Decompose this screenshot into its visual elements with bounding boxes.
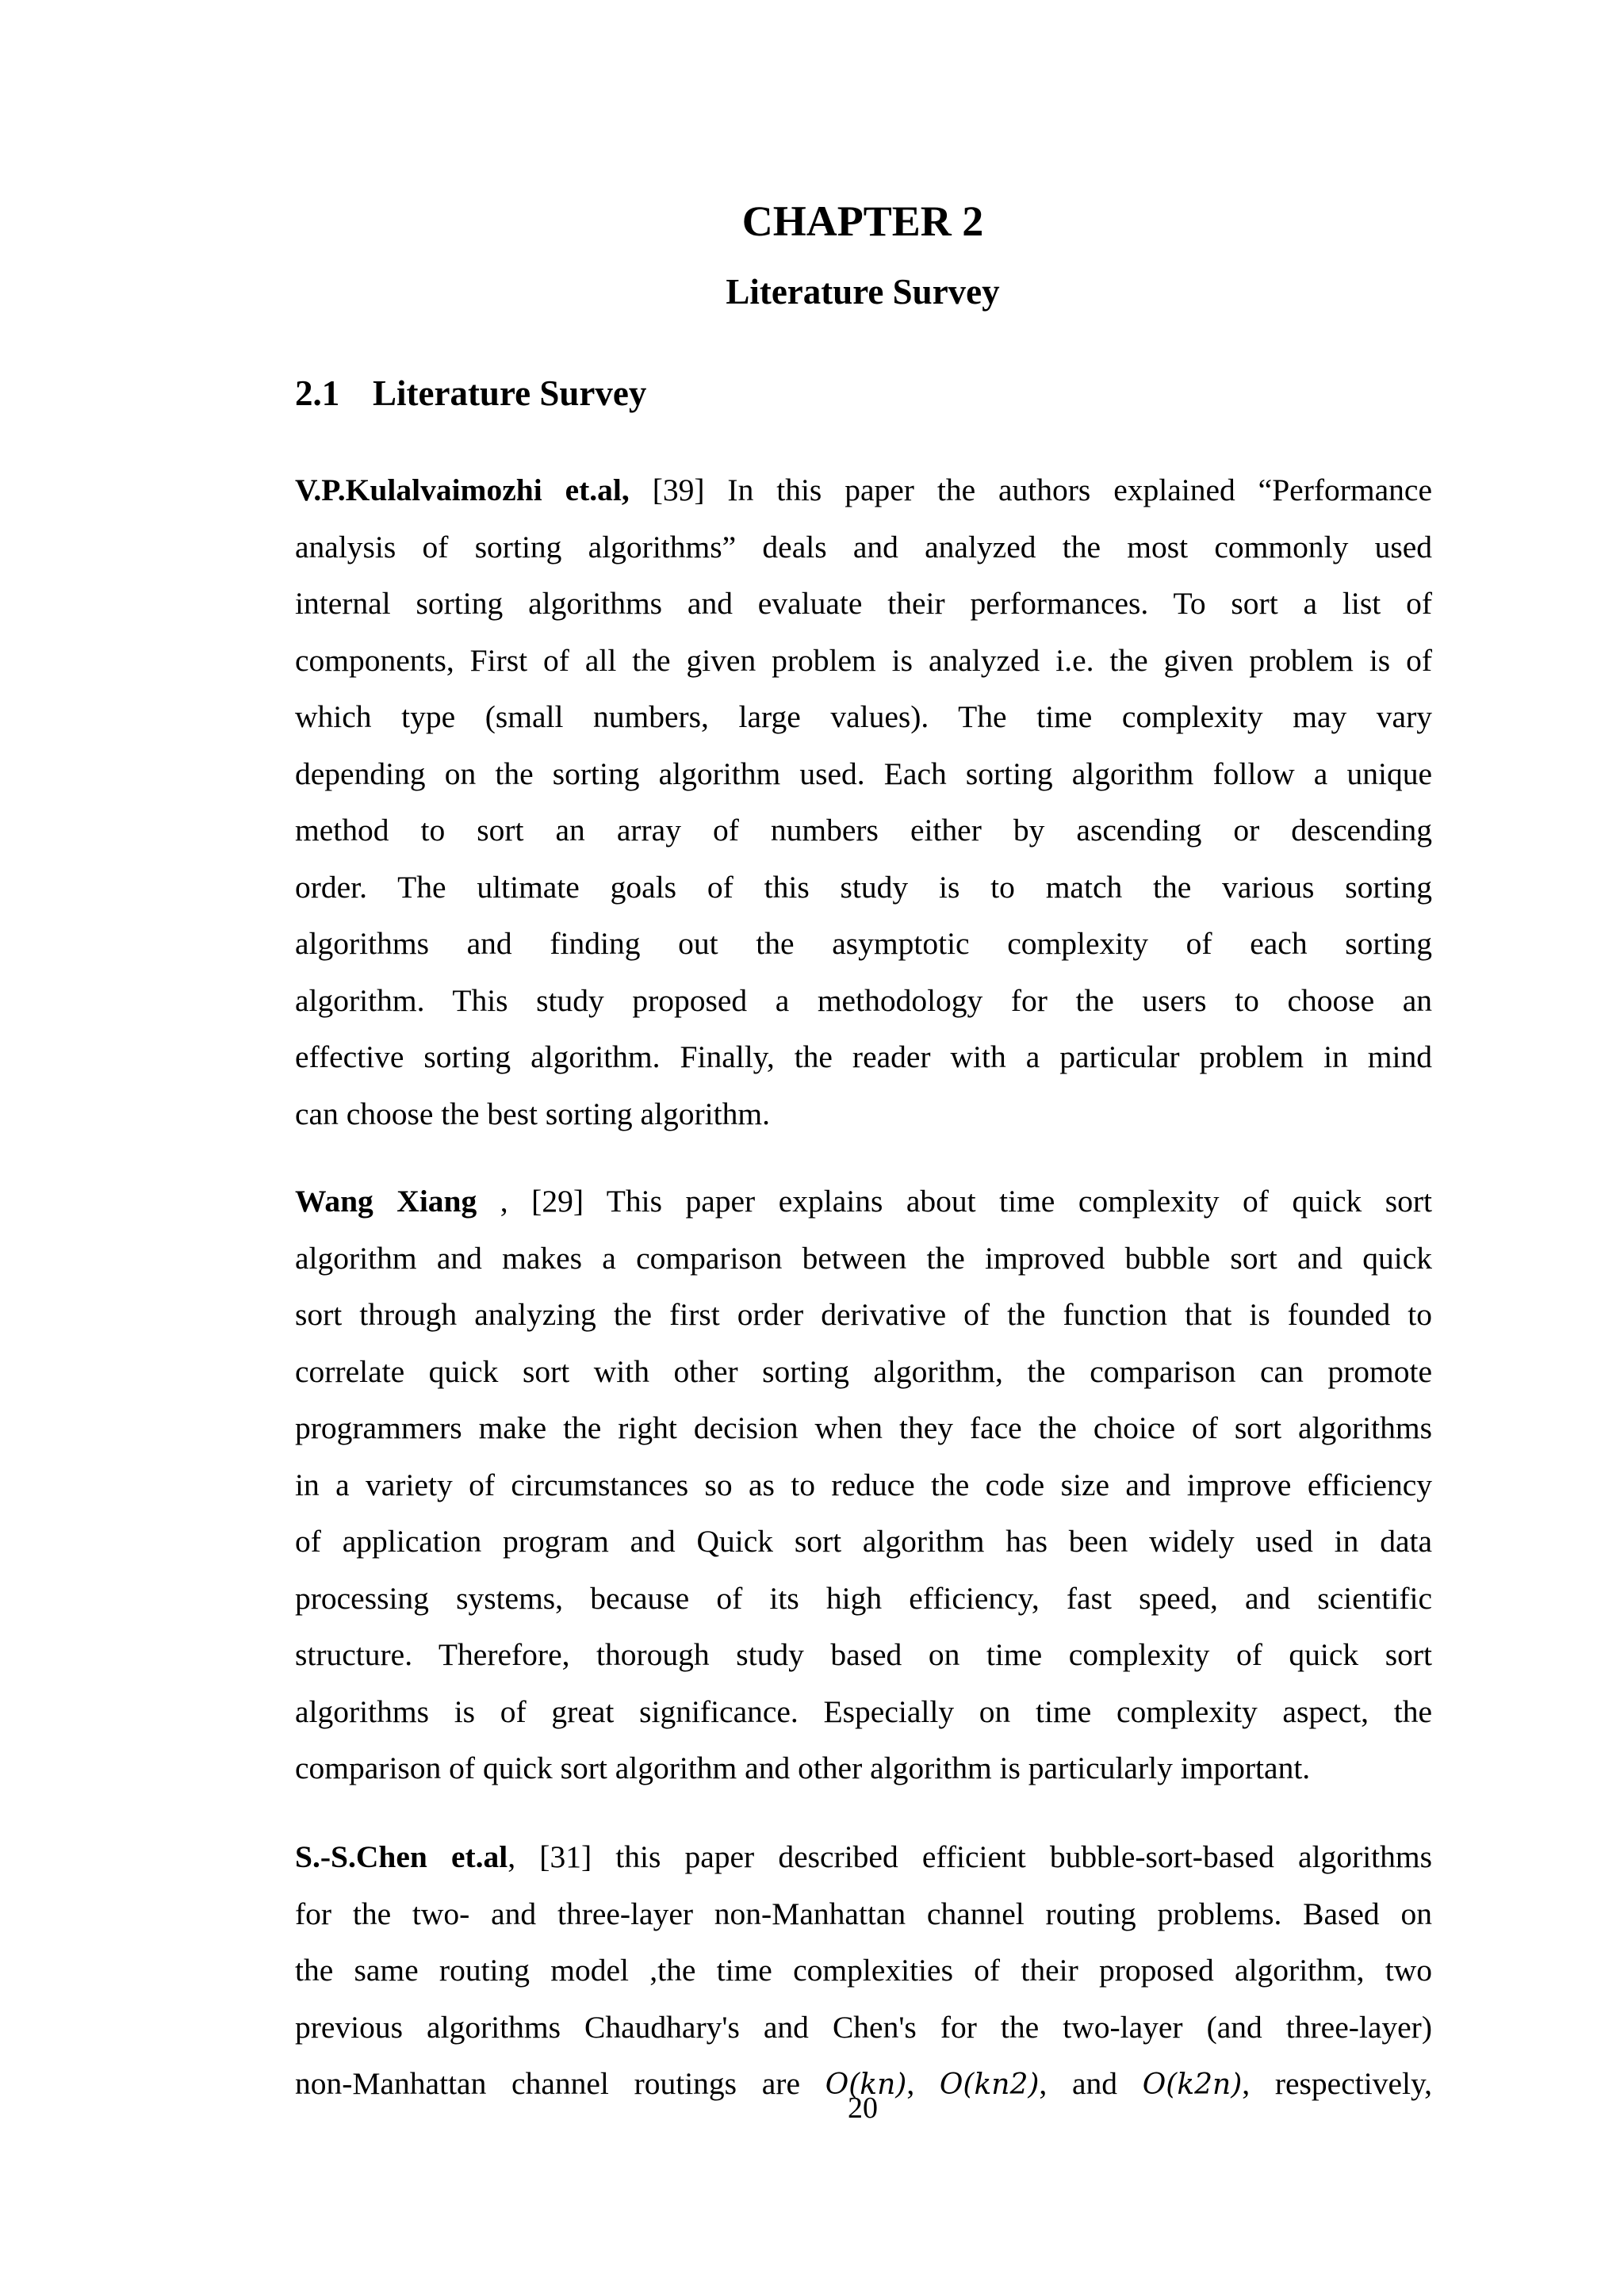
paragraph-line: order. The ultimate goals of this study is to match the various sorting xyxy=(295,869,1432,905)
author-name: S.-S.Chen et.al xyxy=(295,1839,508,1874)
paragraph-line: for the two- and three-layer non-Manhattan channel routing problems. Based on xyxy=(295,1896,1432,1931)
page-number: 20 xyxy=(848,2091,878,2125)
paragraph-line: analysis of sorting algorithms” deals and analyzed the most commonly used xyxy=(295,529,1432,564)
section-number: 2.1 xyxy=(295,373,340,413)
paragraph-line: can choose the best sorting algorithm. xyxy=(295,1096,770,1131)
paragraph-line: sort through analyzing the first order derivative of the function that is founded to xyxy=(295,1297,1432,1332)
paragraph-line: programmers make the right decision when they face the choice of sort algorithms xyxy=(295,1410,1432,1445)
section-title: Literature Survey xyxy=(373,373,647,413)
paragraph-line: structure. Therefore, thorough study based on time complexity of quick sort xyxy=(295,1637,1432,1672)
math-expression: O(kn) xyxy=(825,2068,907,2101)
paragraph-line: comparison of quick sort algorithm and other algorithm is particularly important. xyxy=(295,1751,1311,1785)
paragraph-line: effective sorting algorithm. Finally, the reader with a particular problem in mind xyxy=(295,1039,1432,1074)
paragraph-line: internal sorting algorithms and evaluate their performances. To sort a list of xyxy=(295,586,1432,621)
paragraph-chen xyxy=(295,1829,1432,2114)
chapter-heading: CHAPTER 2 xyxy=(741,197,984,245)
paragraph-line: correlate quick sort with other sorting algorithm, the comparison can promote xyxy=(295,1353,1432,1389)
author-name: Wang Xiang xyxy=(295,1184,477,1219)
paragraph-line: non-Manhattan channel routings are O(kn), O(kn2), and O(k2n), respectively, xyxy=(295,2066,1433,2101)
paragraph-line: components, First of all the given problem is analyzed i.e. the given problem is of xyxy=(295,642,1432,678)
paragraph-line: Wang Xiang , [29] This paper explains about time complexity of quick sort xyxy=(295,1184,1432,1219)
paragraph-line: previous algorithms Chaudhary's and Chen's for the two-layer (and three-layer) xyxy=(295,2009,1432,2045)
paragraph-line: method to sort an array of numbers either by ascending or descending xyxy=(295,813,1432,848)
author-name: V.P.Kulalvaimozhi et.al, xyxy=(295,473,630,507)
paragraph-line: which type (small numbers, large values). The time complexity may vary xyxy=(295,699,1432,734)
math-expression: O(k2n) xyxy=(1142,2068,1243,2101)
math-expression: O(kn2) xyxy=(939,2068,1040,2101)
paragraph-kulalvaimozhi xyxy=(295,462,1432,1142)
paragraph-line: S.-S.Chen et.al, [31] this paper described efficient bubble-sort-based algorithms xyxy=(295,1839,1432,1874)
paragraph-line: algorithm and makes a comparison between the improved bubble sort and quick xyxy=(295,1240,1432,1276)
section-heading xyxy=(295,369,646,417)
paragraph-line: algorithms and finding out the asymptotic complexity of each sorting xyxy=(295,926,1432,961)
paragraph-line: depending on the sorting algorithm used. Each sorting algorithm follow a unique xyxy=(295,756,1432,791)
paragraph-line: algorithms is of great significance. Especially on time complexity aspect, the xyxy=(295,1693,1432,1729)
chapter-subtitle: Literature Survey xyxy=(726,272,1000,312)
paragraph-line: of application program and Quick sort algorithm has been widely used in data xyxy=(295,1524,1432,1559)
paragraph-line: processing systems, because of its high efficiency, fast speed, and scientific xyxy=(295,1580,1432,1616)
paragraph-line: algorithm. This study proposed a methodology for the users to choose an xyxy=(295,982,1432,1018)
paragraph-wang-xiang xyxy=(295,1173,1432,1797)
paragraph-line: in a variety of circumstances so as to reduce the code size and improve efficiency xyxy=(295,1467,1432,1502)
paragraph-line: the same routing model ,the time complexities of their proposed algorithm, two xyxy=(295,1953,1432,1988)
paragraph-line: V.P.Kulalvaimozhi et.al, [39] In this paper the authors explained “Performance xyxy=(295,473,1433,507)
